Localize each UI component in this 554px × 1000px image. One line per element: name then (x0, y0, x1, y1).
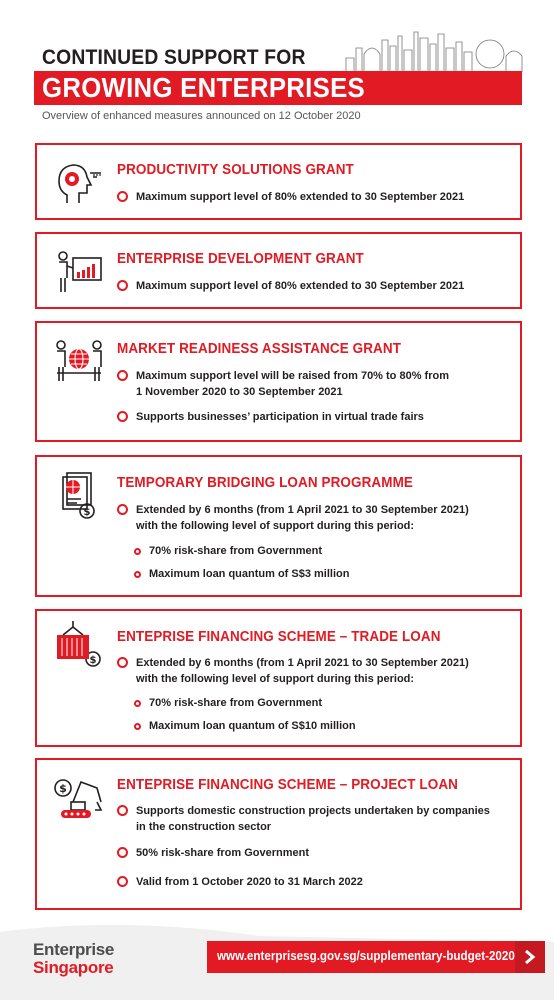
card-title: MARKET READINESS ASSISTANCE GRANT (117, 341, 402, 357)
sub-bullet-dot-icon (134, 571, 141, 578)
bullet-ring-icon (117, 280, 128, 291)
header (0, 0, 554, 130)
subtitle: Overview of enhanced measures announced on 12 October 2020 (42, 110, 361, 122)
bullet-ring-icon (117, 191, 128, 202)
bullet-item (117, 803, 490, 835)
globe-people-icon (53, 337, 105, 389)
shipping-container-icon (53, 619, 105, 671)
bullet-text: Extended by 6 months (from 1 April 2021 to 30 September 2021) with the following level of support during this period: (136, 504, 469, 532)
sub-bullet-dot-icon (134, 723, 141, 730)
bullet-ring-icon (117, 370, 128, 381)
bullet-ring-icon (117, 876, 128, 887)
chevron-right-icon (523, 949, 537, 965)
bullet-text: Extended by 6 months (from 1 April 2021 to 30 September 2021) with the following level of support during this period: (136, 657, 469, 685)
sub-bullet-text: 70% risk-share from Government (149, 545, 323, 557)
bullet-text: Supports businesses’ participation in virtual trade fairs (136, 411, 424, 423)
card-market-readiness-assistance-grant (35, 321, 522, 442)
bullet-item (117, 368, 449, 400)
svg-text:$: $ (59, 782, 67, 795)
bullet-text: Valid from 1 October 2020 to 31 March 2022 (136, 876, 363, 888)
title-top: CONTINUED SUPPORT FOR (42, 46, 306, 69)
card-title: ENTERPRISE DEVELOPMENT GRANT (117, 251, 364, 267)
logo-enterprise: Enterprise (33, 940, 115, 959)
title-bar (34, 71, 522, 105)
bullet-item (117, 874, 363, 890)
bullet-item (117, 278, 464, 294)
svg-text:$: $ (83, 507, 91, 518)
sub-bullet-dot-icon (134, 700, 141, 707)
bullet-ring-icon (117, 805, 128, 816)
bullet-text: 50% risk-share from Government (136, 847, 310, 859)
card-title: TEMPORARY BRIDGING LOAN PROGRAMME (117, 475, 414, 491)
card-project-loan (35, 758, 522, 910)
card-temporary-bridging-loan-programme (35, 455, 522, 597)
sub-bullet-text: Maximum loan quantum of S$10 million (149, 720, 356, 732)
presenter-chart-icon (53, 246, 105, 298)
bullet-ring-icon (117, 657, 128, 668)
bullet-item (117, 502, 469, 534)
sub-bullet-item (134, 568, 349, 580)
website-link[interactable] (207, 941, 515, 973)
bullet-text: Maximum support level of 80% extended to 30 September 2021 (136, 280, 465, 292)
sub-bullet-item (134, 697, 322, 709)
bullet-ring-icon (117, 847, 128, 858)
bullet-ring-icon (117, 504, 128, 515)
bullet-text: Supports domestic construction projects undertaken by companies in the construction sector (136, 805, 490, 833)
sub-bullet-text: Maximum loan quantum of S$3 million (149, 568, 350, 580)
card-title: PRODUCTIVITY SOLUTIONS GRANT (117, 162, 354, 178)
card-productivity-solutions-grant (35, 143, 522, 220)
bullet-text: Maximum support level of 80% extended to 30 September 2021 (136, 191, 465, 203)
bullet-ring-icon (117, 411, 128, 422)
svg-text:$: $ (89, 655, 97, 666)
website-url[interactable]: www.enterprisesg.gov.sg/supplementary-budget-2020 (217, 949, 515, 963)
bullet-item (117, 409, 424, 425)
card-title: ENTEPRISE FINANCING SCHEME – PROJECT LOAN (117, 777, 458, 793)
card-title: ENTEPRISE FINANCING SCHEME – TRADE LOAN (117, 629, 441, 645)
gear-head-icon (53, 157, 105, 209)
excavator-icon (53, 772, 105, 824)
bullet-text: Maximum support level will be raised from 70% to 80% from 1 November 2020 to 30 September 2021 (136, 370, 449, 398)
card-enterprise-development-grant (35, 232, 522, 309)
sub-bullet-text: 70% risk-share from Government (149, 697, 323, 709)
bullet-item (117, 655, 469, 687)
bullet-item (117, 845, 309, 861)
footer (0, 922, 554, 1000)
sub-bullet-item (134, 545, 322, 557)
sub-bullet-item (134, 720, 356, 732)
loan-document-icon (53, 471, 105, 523)
sub-bullet-dot-icon (134, 548, 141, 555)
bullet-item (117, 189, 464, 205)
logo-singapore: Singapore (33, 958, 114, 977)
city-skyline-icon (344, 28, 524, 72)
page-title: GROWING ENTERPRISES (42, 72, 365, 103)
card-trade-loan (35, 609, 522, 747)
next-arrow-button[interactable] (515, 941, 545, 973)
